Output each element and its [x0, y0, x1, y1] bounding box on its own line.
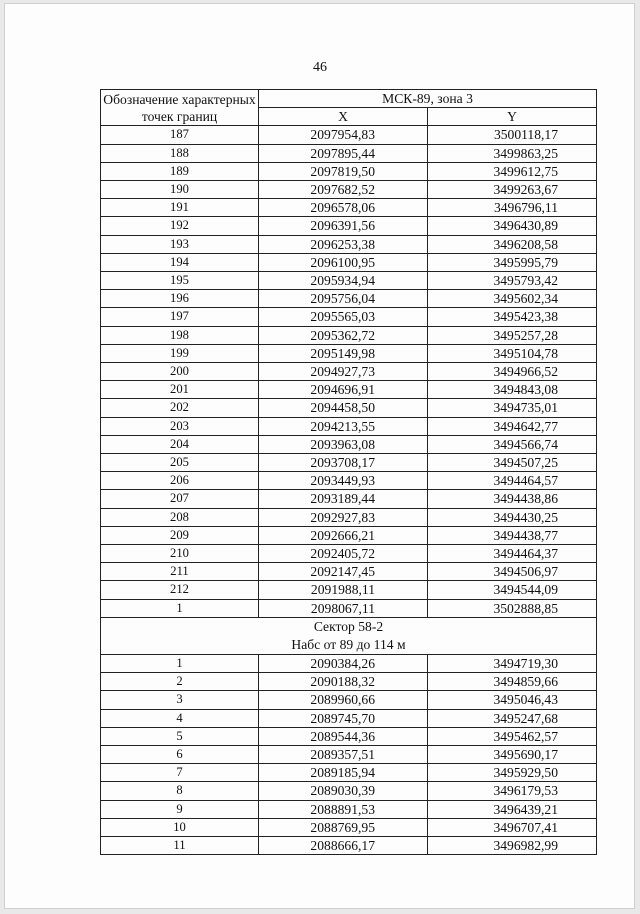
y-cell: 3496439,21	[428, 800, 597, 818]
x-cell: 2088769,95	[259, 818, 428, 836]
x-cell: 2089357,51	[259, 745, 428, 763]
point-cell: 204	[101, 435, 259, 453]
table-row	[101, 344, 597, 362]
table-row	[101, 745, 597, 763]
point-cell: 202	[101, 399, 259, 417]
coordinates-table	[100, 89, 597, 855]
header-crs: МСК-89, зона 3	[259, 90, 597, 108]
y-cell: 3496982,99	[428, 836, 597, 854]
point-cell: 196	[101, 290, 259, 308]
point-cell: 206	[101, 472, 259, 490]
x-cell: 2089745,70	[259, 709, 428, 727]
y-cell: 3495423,38	[428, 308, 597, 326]
x-cell: 2093708,17	[259, 454, 428, 472]
table-row	[101, 399, 597, 417]
point-cell: 209	[101, 526, 259, 544]
y-cell: 3494430,25	[428, 508, 597, 526]
rows-before-sector	[101, 126, 597, 617]
point-cell: 6	[101, 745, 259, 763]
point-cell: 188	[101, 144, 259, 162]
y-cell: 3494966,52	[428, 363, 597, 381]
point-cell: 203	[101, 417, 259, 435]
table-row	[101, 162, 597, 180]
y-cell: 3496208,58	[428, 235, 597, 253]
y-cell: 3495602,34	[428, 290, 597, 308]
y-cell: 3496430,89	[428, 217, 597, 235]
table-row	[101, 126, 597, 144]
sector-row	[101, 617, 597, 654]
table-row	[101, 454, 597, 472]
table-row	[101, 836, 597, 854]
table-row	[101, 435, 597, 453]
y-cell: 3494464,57	[428, 472, 597, 490]
table-row	[101, 599, 597, 617]
table-row	[101, 217, 597, 235]
y-cell: 3494719,30	[428, 654, 597, 672]
table-row	[101, 417, 597, 435]
x-cell: 2094458,50	[259, 399, 428, 417]
table-row	[101, 472, 597, 490]
header-y: Y	[428, 108, 597, 126]
point-cell: 190	[101, 181, 259, 199]
x-cell: 2089030,39	[259, 782, 428, 800]
y-cell: 3494464,37	[428, 545, 597, 563]
point-cell: 197	[101, 308, 259, 326]
y-cell: 3495247,68	[428, 709, 597, 727]
table-row	[101, 563, 597, 581]
point-cell: 200	[101, 363, 259, 381]
x-cell: 2092927,83	[259, 508, 428, 526]
table-row	[101, 654, 597, 672]
point-cell: 1	[101, 599, 259, 617]
table-row	[101, 199, 597, 217]
x-cell: 2092147,45	[259, 563, 428, 581]
table-row	[101, 800, 597, 818]
table-row	[101, 818, 597, 836]
x-cell: 2096578,06	[259, 199, 428, 217]
x-cell: 2096253,38	[259, 235, 428, 253]
point-cell: 187	[101, 126, 259, 144]
point-cell: 207	[101, 490, 259, 508]
point-cell: 195	[101, 272, 259, 290]
point-cell: 9	[101, 800, 259, 818]
y-cell: 3495929,50	[428, 764, 597, 782]
point-cell: 7	[101, 764, 259, 782]
table-row	[101, 181, 597, 199]
point-cell: 191	[101, 199, 259, 217]
y-cell: 3494566,74	[428, 435, 597, 453]
table-row	[101, 272, 597, 290]
point-cell: 10	[101, 818, 259, 836]
table-row	[101, 691, 597, 709]
y-cell: 3496179,53	[428, 782, 597, 800]
sector-heading	[101, 617, 597, 654]
point-cell: 8	[101, 782, 259, 800]
x-cell: 2096100,95	[259, 253, 428, 271]
x-cell: 2092666,21	[259, 526, 428, 544]
table-row	[101, 144, 597, 162]
point-cell: 201	[101, 381, 259, 399]
table-row	[101, 290, 597, 308]
rows-after-sector	[101, 654, 597, 854]
point-cell: 189	[101, 162, 259, 180]
point-cell: 208	[101, 508, 259, 526]
x-cell: 2089960,66	[259, 691, 428, 709]
point-cell: 212	[101, 581, 259, 599]
table-row	[101, 709, 597, 727]
point-cell: 2	[101, 673, 259, 691]
table-row	[101, 526, 597, 544]
x-cell: 2097819,50	[259, 162, 428, 180]
y-cell: 3502888,85	[428, 599, 597, 617]
x-cell: 2090384,26	[259, 654, 428, 672]
header-point-designation: Обозначение характерных точек границ	[101, 90, 259, 126]
x-cell: 2090188,32	[259, 673, 428, 691]
x-cell: 2094927,73	[259, 363, 428, 381]
y-cell: 3494843,08	[428, 381, 597, 399]
y-cell: 3499863,25	[428, 144, 597, 162]
table-row	[101, 673, 597, 691]
table-row	[101, 508, 597, 526]
sector-subtitle: Набс от 89 до 114 м	[291, 636, 406, 652]
x-cell: 2089185,94	[259, 764, 428, 782]
table-row	[101, 253, 597, 271]
y-cell: 3495104,78	[428, 344, 597, 362]
y-cell: 3499612,75	[428, 162, 597, 180]
sector-title: Сектор 58-2	[313, 618, 384, 634]
x-cell: 2094213,55	[259, 417, 428, 435]
x-cell: 2088666,17	[259, 836, 428, 854]
x-cell: 2095149,98	[259, 344, 428, 362]
y-cell: 3494859,66	[428, 673, 597, 691]
x-cell: 2093449,93	[259, 472, 428, 490]
x-cell: 2093189,44	[259, 490, 428, 508]
point-cell: 4	[101, 709, 259, 727]
point-cell: 205	[101, 454, 259, 472]
x-cell: 2092405,72	[259, 545, 428, 563]
x-cell: 2095565,03	[259, 308, 428, 326]
x-cell: 2095362,72	[259, 326, 428, 344]
table-row	[101, 363, 597, 381]
y-cell: 3495995,79	[428, 253, 597, 271]
y-cell: 3495793,42	[428, 272, 597, 290]
x-cell: 2094696,91	[259, 381, 428, 399]
y-cell: 3494544,09	[428, 581, 597, 599]
point-cell: 5	[101, 727, 259, 745]
table-row	[101, 545, 597, 563]
table-row	[101, 727, 597, 745]
table-row	[101, 308, 597, 326]
y-cell: 3495257,28	[428, 326, 597, 344]
y-cell: 3496707,41	[428, 818, 597, 836]
header-x: X	[259, 108, 428, 126]
point-cell: 211	[101, 563, 259, 581]
x-cell: 2096391,56	[259, 217, 428, 235]
x-cell: 2089544,36	[259, 727, 428, 745]
table-row	[101, 326, 597, 344]
x-cell: 2095756,04	[259, 290, 428, 308]
table-row	[101, 782, 597, 800]
y-cell: 3494438,86	[428, 490, 597, 508]
x-cell: 2093963,08	[259, 435, 428, 453]
point-cell: 199	[101, 344, 259, 362]
point-cell: 210	[101, 545, 259, 563]
x-cell: 2097954,83	[259, 126, 428, 144]
y-cell: 3494506,97	[428, 563, 597, 581]
point-cell: 3	[101, 691, 259, 709]
x-cell: 2095934,94	[259, 272, 428, 290]
table-row	[101, 235, 597, 253]
point-cell: 1	[101, 654, 259, 672]
x-cell: 2098067,11	[259, 599, 428, 617]
y-cell: 3494507,25	[428, 454, 597, 472]
point-cell: 194	[101, 253, 259, 271]
table-row	[101, 381, 597, 399]
table-row	[101, 581, 597, 599]
x-cell: 2097895,44	[259, 144, 428, 162]
y-cell: 3494642,77	[428, 417, 597, 435]
page-number: 46	[313, 60, 327, 75]
x-cell: 2088891,53	[259, 800, 428, 818]
point-cell: 193	[101, 235, 259, 253]
y-cell: 3494438,77	[428, 526, 597, 544]
point-cell: 192	[101, 217, 259, 235]
y-cell: 3495046,43	[428, 691, 597, 709]
y-cell: 3500118,17	[428, 126, 597, 144]
y-cell: 3496796,11	[428, 199, 597, 217]
y-cell: 3494735,01	[428, 399, 597, 417]
y-cell: 3495690,17	[428, 745, 597, 763]
y-cell: 3499263,67	[428, 181, 597, 199]
table-row	[101, 764, 597, 782]
x-cell: 2091988,11	[259, 581, 428, 599]
x-cell: 2097682,52	[259, 181, 428, 199]
point-cell: 198	[101, 326, 259, 344]
point-cell: 11	[101, 836, 259, 854]
y-cell: 3495462,57	[428, 727, 597, 745]
table-row	[101, 490, 597, 508]
